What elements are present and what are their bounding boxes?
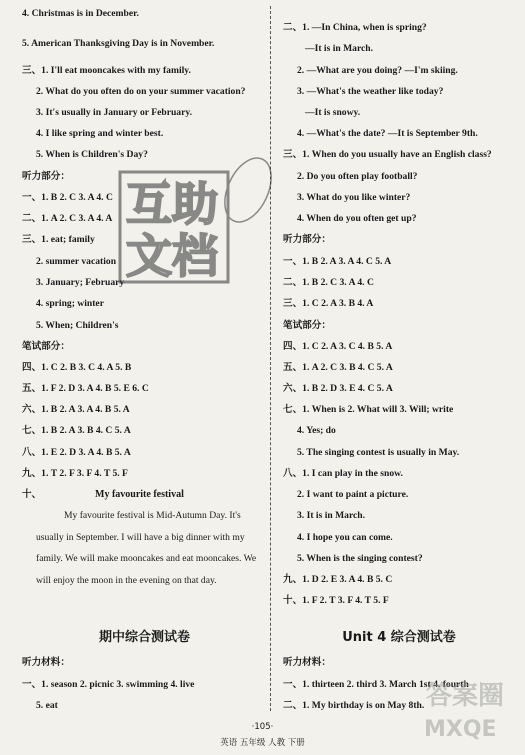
right-line: 八、1. I can play in the snow. [283, 468, 403, 479]
left-line: 2. summer vacation [36, 256, 117, 267]
right-line: 4. —What's the date? —It is September 9th. [297, 128, 478, 139]
right-bottom-line: 听力材料： [283, 657, 331, 668]
watermark-graphic [420, 670, 515, 748]
right-line: 4. When do you often get up? [297, 213, 417, 224]
right-line: 3. What do you like winter? [297, 192, 411, 203]
svg-text:答案圈: 答案圈 [426, 681, 505, 711]
right-line: 二、1. —In China, when is spring? [283, 22, 427, 33]
right-line: 十、1. F 2. T 3. F 4. T 5. F [283, 595, 389, 606]
svg-text:MXQE: MXQE [424, 717, 497, 742]
left-bottom-line: 听力材料： [22, 657, 70, 668]
left-line: 一、1. B 2. C 3. A 4. C [22, 192, 113, 203]
left-line: 5. American Thanksgiving Day is in November. [22, 38, 215, 49]
right-line: 2. I want to paint a picture. [297, 489, 409, 500]
svg-text:互助: 互助 [126, 177, 218, 231]
left-line: 九、1. T 2. F 3. F 4. T 5. F [22, 468, 128, 479]
right-line: 四、1. C 2. A 3. C 4. B 5. A [283, 341, 393, 352]
left-line: 4. spring; winter [36, 298, 104, 309]
unit4-section-title: Unit 4 综合测试卷 [342, 630, 456, 645]
right-line: 六、1. B 2. D 3. E 4. C 5. A [283, 383, 393, 394]
left-line: 4. I like spring and winter best. [36, 128, 164, 139]
right-line: 3. It is in March. [297, 510, 366, 521]
right-line: 4. Yes; do [297, 425, 336, 436]
left-line: 三、1. I'll eat mooncakes with my family. [22, 65, 191, 76]
left-line: 5. When is Children's Day? [36, 149, 148, 160]
left-line: 五、1. F 2. D 3. A 4. B 5. E 6. C [22, 383, 149, 394]
stamp-logo [116, 150, 272, 290]
left-line: 笔试部分： [22, 341, 70, 352]
left-line: 六、1. B 2. A 3. A 4. B 5. A [22, 404, 130, 415]
right-line: 七、1. When is 2. What will 3. Will; write [283, 404, 454, 415]
right-line: 听力部分： [283, 234, 331, 245]
left-line: 十、 [22, 489, 42, 500]
right-line: 三、1. C 2. A 3. B 4. A [283, 298, 374, 309]
column-divider [270, 6, 271, 711]
midterm-section-title: 期中综合测试卷 [98, 630, 190, 645]
left-line: 八、1. E 2. D 3. A 4. B 5. A [22, 447, 131, 458]
essay-body: My favourite festival is Mid-Autumn Day. It's usually in September. I will have a big dinner with my family. We will make mooncakes and eat mooncakes. We will enjoy the moon in the evening on that day. [36, 510, 257, 586]
left-line: 2. What do you often do on your summer vacation? [36, 86, 246, 97]
right-line: 5. The singing contest is usually in May. [297, 447, 460, 458]
book-caption: 英语 五年级 人教 下册 [220, 738, 305, 748]
left-line: 4. Christmas is in December. [22, 8, 139, 19]
stamp-logo-graphic [116, 150, 272, 290]
right-line: 2. —What are you doing? —I'm skiing. [297, 65, 458, 76]
right-line: 二、1. B 2. C 3. A 4. C [283, 277, 374, 288]
left-bottom-line: 一、1. season 2. picnic 3. swimming 4. live [22, 679, 195, 690]
left-line: 3. It's usually in January or February. [36, 107, 193, 118]
svg-text:文档: 文档 [126, 229, 218, 283]
right-line: 笔试部分： [283, 320, 331, 331]
left-line: 三、1. eat; family [22, 234, 95, 245]
right-line: 五、1. A 2. C 3. B 4. C 5. A [283, 362, 393, 373]
right-line: 5. When is the singing contest? [297, 553, 423, 564]
right-line: 4. I hope you can come. [297, 532, 393, 543]
right-line: 三、1. When do you usually have an English class? [283, 149, 492, 160]
essay-title: My favourite festival [95, 489, 184, 500]
left-line: 二、1. A 2. C 3. A 4. A [22, 213, 113, 224]
left-line: 七、1. B 2. A 3. B 4. C 5. A [22, 425, 131, 436]
left-bottom-line: 5. eat [36, 700, 58, 711]
right-line: 九、1. D 2. E 3. A 4. B 5. C [283, 574, 393, 585]
right-line: —It is snowy. [305, 107, 361, 118]
right-line: —It is in March. [305, 43, 374, 54]
right-line: 2. Do you often play football? [297, 171, 418, 182]
site-watermark [420, 670, 515, 748]
right-line: 3. —What's the weather like today? [297, 86, 444, 97]
right-line: 一、1. B 2. A 3. A 4. C 5. A [283, 256, 392, 267]
right-bottom-line: 一、1. thirteen 2. third 3. March 1st 4. fourth [283, 679, 469, 690]
left-line: 听力部分： [22, 171, 70, 182]
right-bottom-line: 二、1. My birthday is on May 8th. [283, 700, 425, 711]
left-line: 5. When; Children's [36, 320, 119, 331]
page-number: ·105· [251, 722, 274, 732]
left-line: 3. January; February [36, 277, 125, 288]
left-line: 四、1. C 2. B 3. C 4. A 5. B [22, 362, 132, 373]
